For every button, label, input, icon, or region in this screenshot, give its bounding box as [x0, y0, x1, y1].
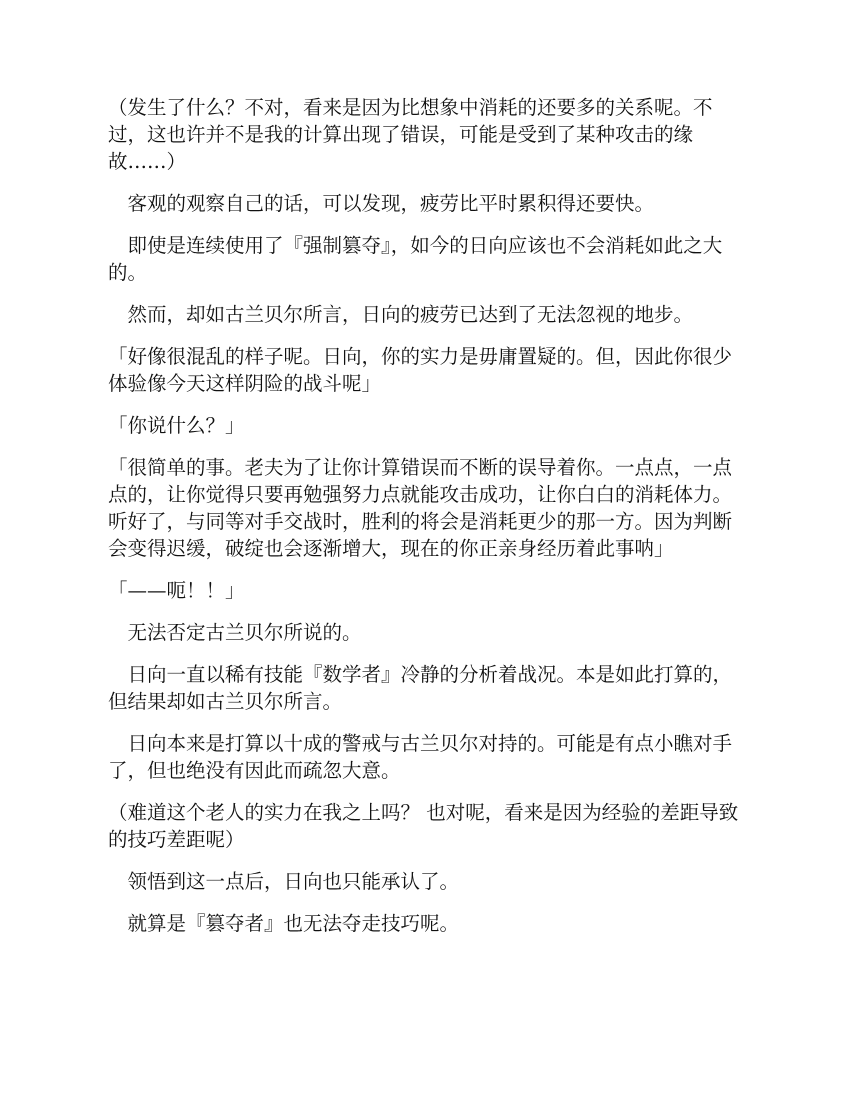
paragraph: 然而，却如古兰贝尔所言，日向的疲劳已达到了无法忽视的地步。 — [108, 303, 694, 326]
paragraph: 领悟到这一点后，日向也只能承认了。 — [108, 870, 460, 893]
paragraph: 「好像很混乱的样子呢。日向，你的实力是毋庸置疑的。但，因此你很少体验像今天这样阴险的战斗呢」 — [108, 345, 733, 395]
paragraph: 即使是连续使用了『强制篡夺』，如今的日向应该也不会消耗如此之大的。 — [108, 234, 723, 284]
document-page — [108, 94, 748, 952]
paragraph: 客观的观察自己的话，可以发现，疲劳比平时累积得还要快。 — [108, 192, 655, 215]
paragraph: 就算是『篡夺者』也无法夺走技巧呢。 — [108, 912, 460, 935]
paragraph: （难道这个老人的实力在我之上吗？ 也对呢，看来是因为经验的差距导致的技巧差距呢） — [108, 801, 739, 851]
paragraph: 日向一直以稀有技能『数学者』冷静的分析着战况。本是如此打算的，但结果却如古兰贝尔所言。 — [108, 663, 733, 713]
paragraph: （发生了什么？不对，看来是因为比想象中消耗的还要多的关系呢。不过，这也许并不是我的计算出现了错误，可能是受到了某种攻击的缘故……） — [108, 96, 713, 173]
paragraph: 「——呃！！」 — [108, 579, 245, 602]
paragraph: 无法否定古兰贝尔所说的。 — [108, 621, 362, 644]
paragraph: 「你说什么？」 — [108, 414, 245, 437]
paragraph: 「很简单的事。老夫为了让你计算错误而不断的误导着你。一点点，一点点的，让你觉得只要再勉强努力点就能攻击成功，让你白白的消耗体力。听好了，与同等对手交战时，胜利的将会是消耗更少的那一方。因为判断会变得迟缓，破绽也会逐渐增大，现在的你正亲身经历着此事呐」 — [108, 456, 733, 560]
paragraph: 日向本来是打算以十成的警戒与古兰贝尔对持的。可能是有点小瞧对手了，但也绝没有因此而疏忽大意。 — [108, 732, 733, 782]
